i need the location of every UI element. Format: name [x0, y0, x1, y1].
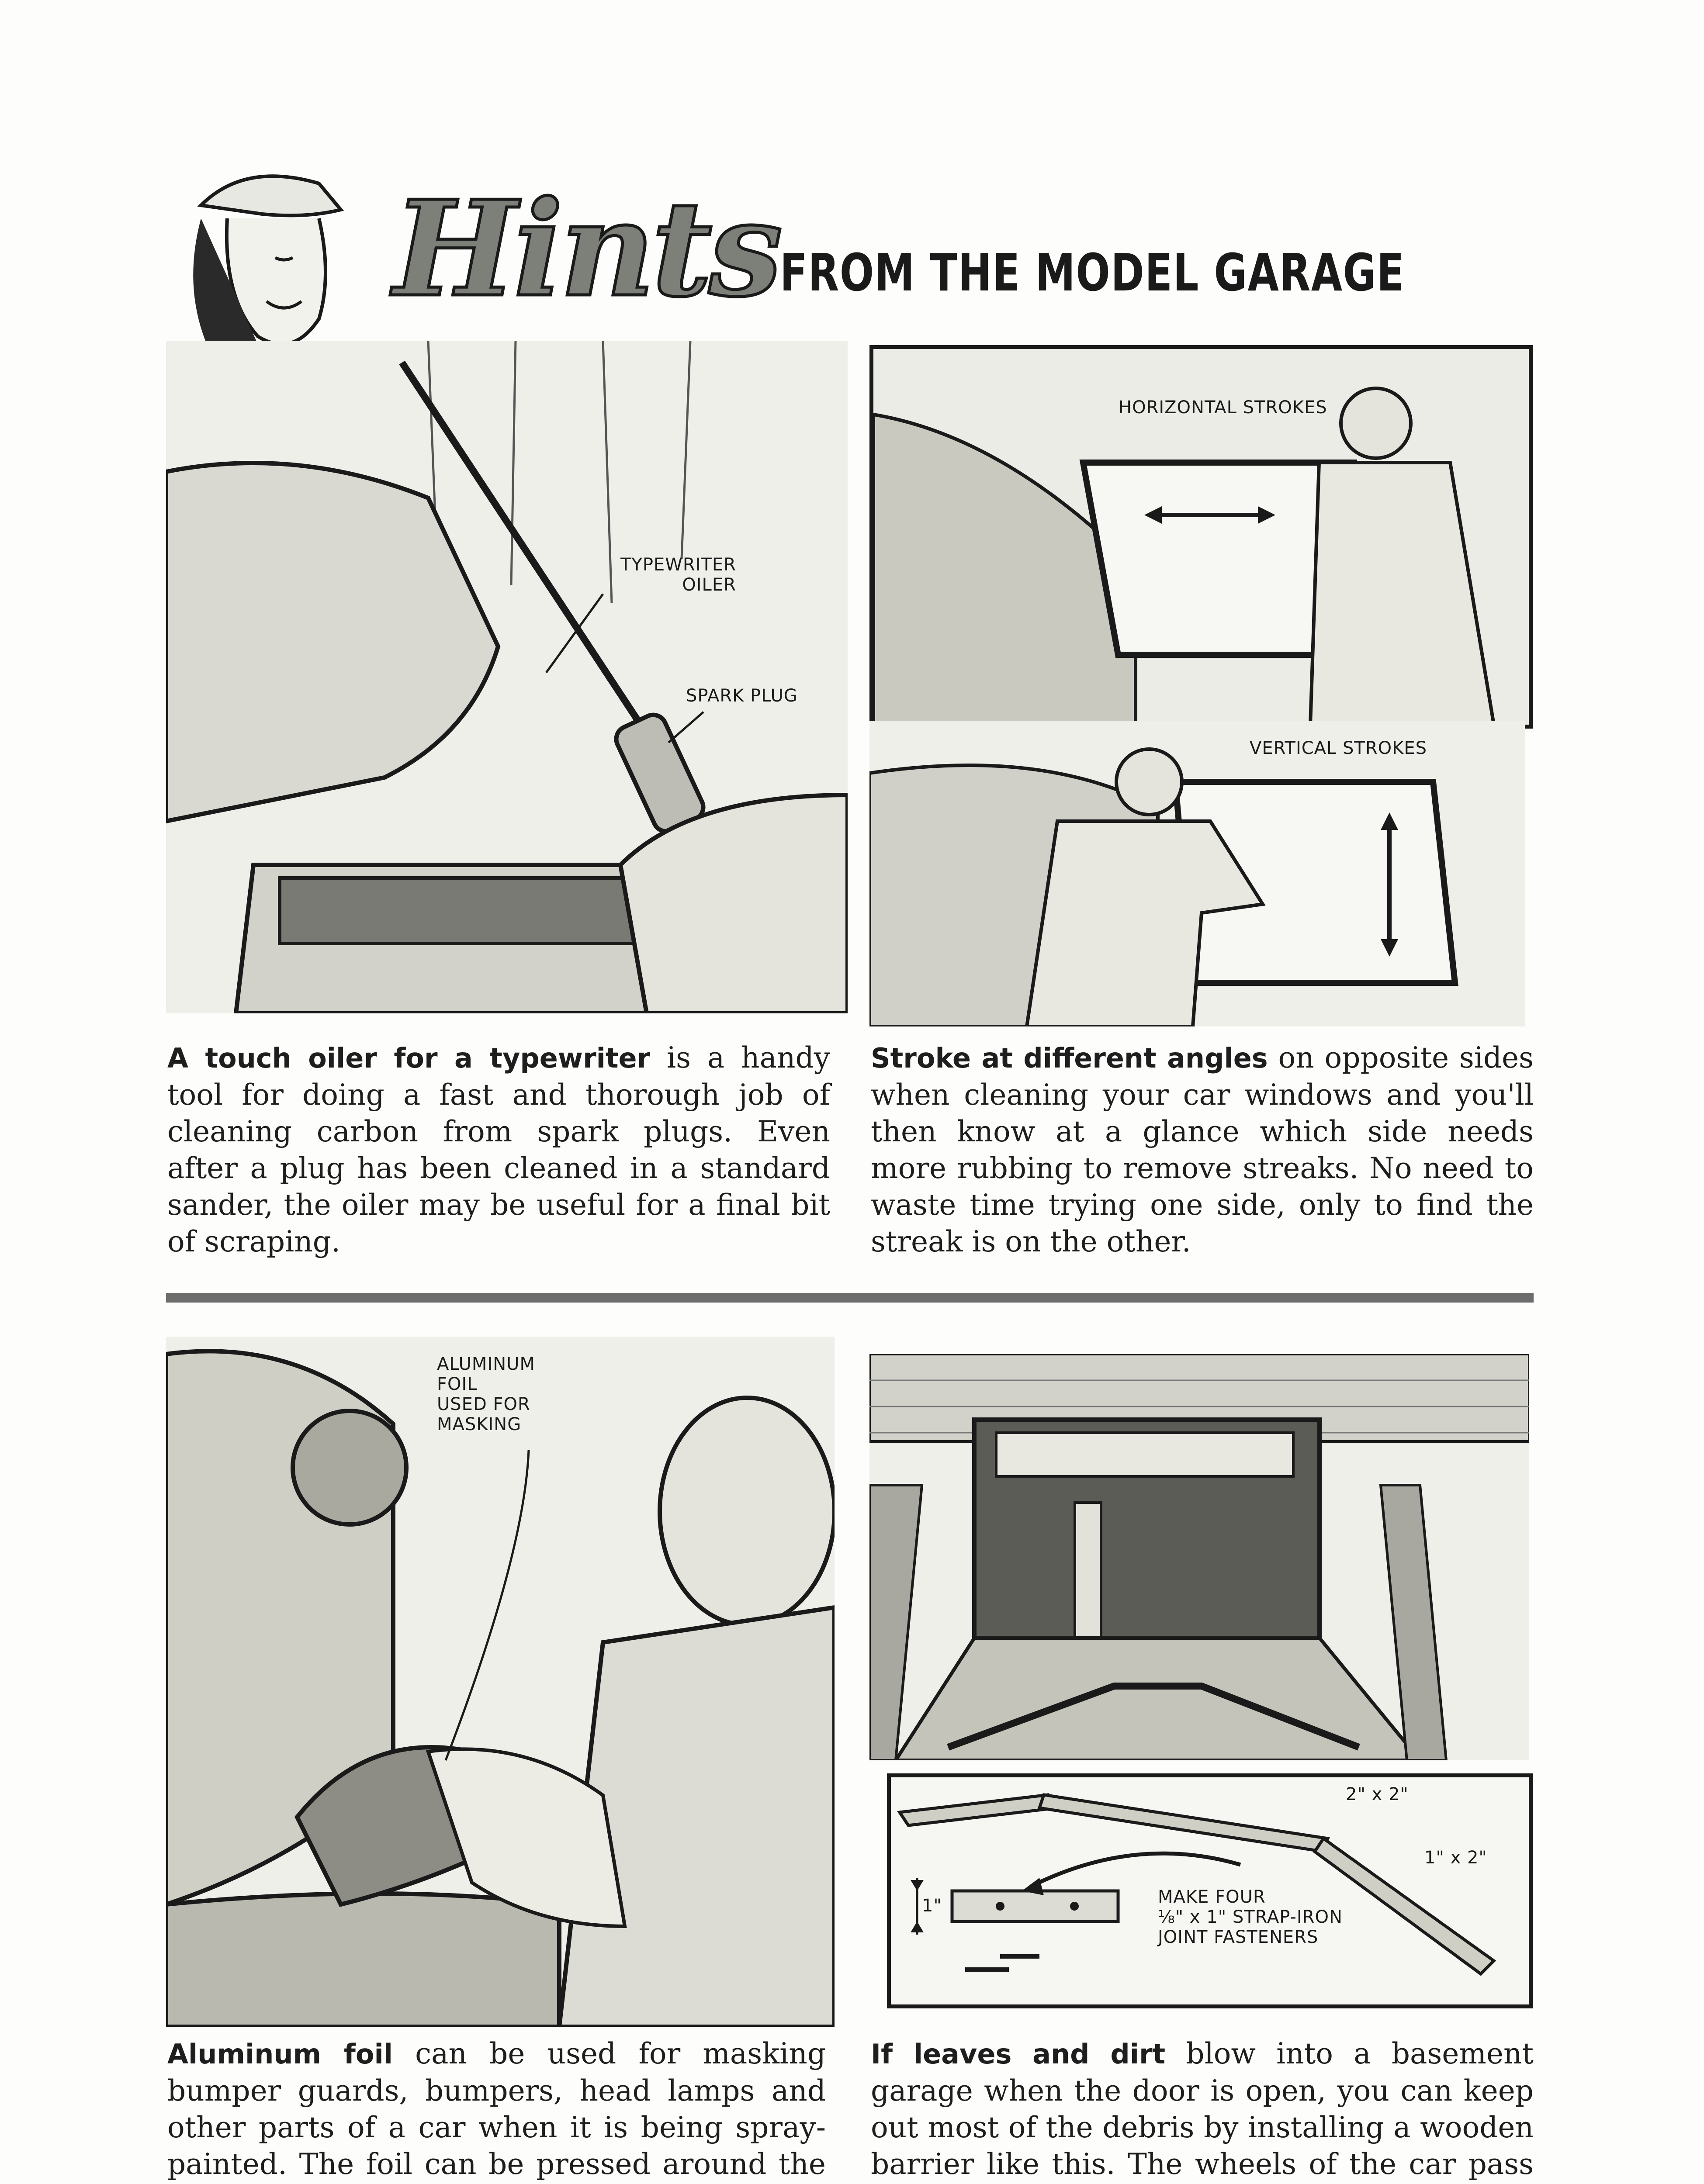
label-spark-plug: SPARK PLUG [686, 686, 798, 706]
caption-window-strokes [871, 1040, 1534, 1260]
vertical-strokes-illustration [869, 721, 1525, 1026]
caption-aluminum-foil [167, 2035, 826, 2184]
label-aluminum-foil: ALUMINUM FOIL USED FOR MASKING [437, 1354, 535, 1434]
caption-garage-barrier [871, 2035, 1534, 2184]
caption-body-garage: blow into a basement garage when the door is open, you can keep out most of the debris by installing a wooden barrier like this. The wheels of the car pass [871, 2037, 1534, 2181]
label-typewriter-oiler: TYPEWRITER OILER [620, 555, 736, 595]
caption-lead-garage: If leaves and dirt [871, 2038, 1166, 2070]
label-1x2: 1" x 2" [1424, 1848, 1487, 1868]
caption-lead-oiler: A touch oiler for a typewriter [167, 1042, 651, 1074]
caption-body-foil: can be used for masking bumper guards, bumpers, head lamps and other parts of a car when it is being spray-painted. The foil can be pressed around the [167, 2037, 826, 2181]
aluminum-foil-masking-illustration [166, 1337, 835, 2027]
label-vertical-strokes: VERTICAL STROKES [1250, 738, 1427, 758]
man-cleaning-window-vertical-drawing [869, 721, 1525, 1026]
hints-title-word: Hints [393, 172, 779, 326]
caption-body-windows: on opposite sides when cleaning your car windows and you'll then know at a glance which side needs more rubbing to remove streaks. No need to waste time trying one side, only to find the streak is on the other. [871, 1041, 1534, 1258]
basement-garage-illustration [869, 1354, 1529, 1760]
hands-cleaning-spark-plug-drawing [166, 341, 848, 1013]
caption-typewriter-oiler [167, 1040, 830, 1260]
page-title: FROM THE MODEL GARAGE [780, 242, 1405, 303]
man-masking-bumper-drawing [166, 1337, 835, 2027]
caption-lead-foil: Aluminum foil [167, 2038, 393, 2070]
label-2x2: 2" x 2" [1346, 1784, 1409, 1804]
section-divider [166, 1293, 1534, 1303]
label-1-inch: 1" [922, 1896, 942, 1916]
caption-lead-windows: Stroke at different angles [871, 1042, 1268, 1074]
caption-body-oiler: is a handy tool for doing a fast and thorough job of cleaning carbon from spark plugs. Even after a plug has been cleaned in a standard sander, the oiler may be useful for a final bit of scraping. [167, 1041, 830, 1258]
spark-plug-oiler-illustration [166, 341, 848, 1013]
label-strap-iron-fasteners: MAKE FOUR ⅛" x 1" STRAP-IRON JOINT FASTENERS [1158, 1887, 1343, 1947]
label-horizontal-strokes: HORIZONTAL STROKES [1119, 397, 1327, 418]
garage-driveway-barrier-drawing [869, 1354, 1529, 1760]
